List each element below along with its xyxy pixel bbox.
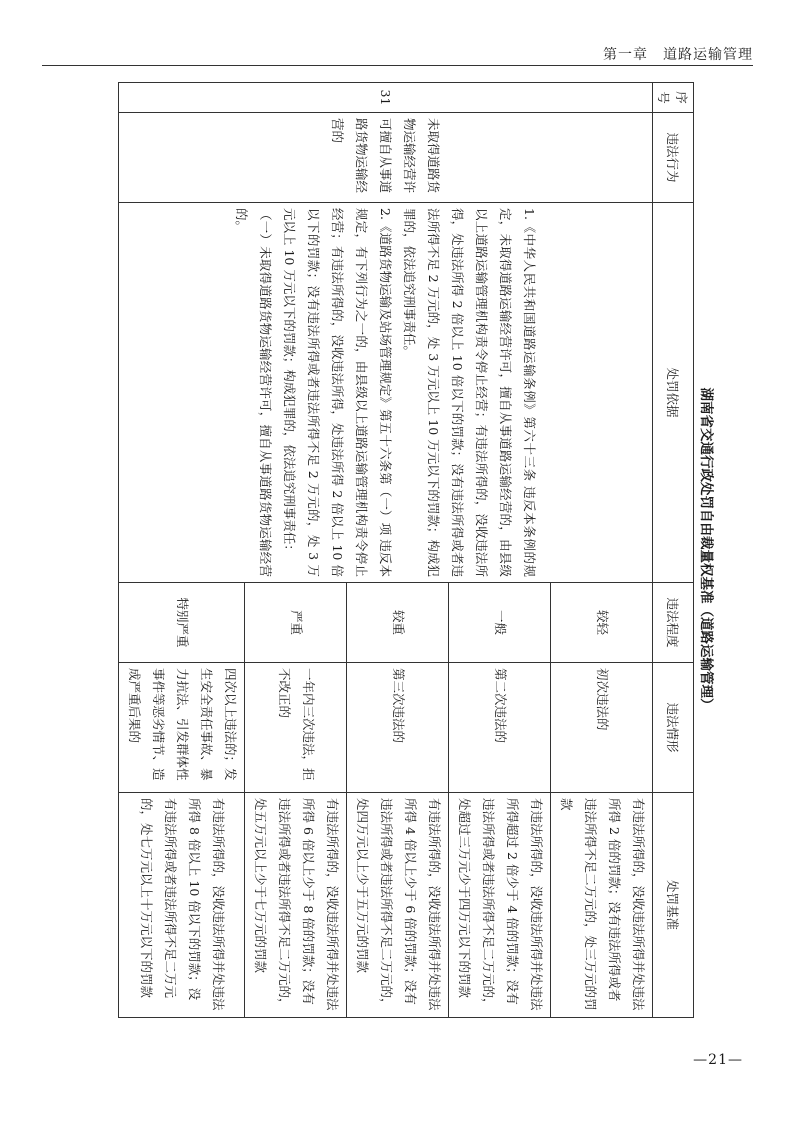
table-header-row (653, 83, 694, 1018)
col-header-situation: 违法情形 (653, 663, 694, 793)
situation-cell: 初次违法的 (551, 663, 653, 793)
situation-cell: 第二次违法的 (449, 663, 551, 793)
situation-cell: 一年内三次违法，拒不改正的 (245, 663, 347, 793)
basis-paragraph: （一）未取得道路货物运输经营许可，擅自从事道路货物运输经营的。 (234, 208, 274, 577)
benchmark-cell: 有违法所得的，没收违法所得并处违法所得 4 倍以上少于 6 倍的罚款；没有违法所得或者违法所得不足二万元的，处四万元以上少于五万元的罚款 (347, 793, 449, 1018)
penalty-basis (119, 203, 653, 583)
col-header-degree: 违法程度 (653, 583, 694, 663)
situation-cell: 第三次违法的 (347, 663, 449, 793)
degree-cell: 严重 (245, 583, 347, 663)
col-header-benchmark: 处罚基准 (653, 793, 694, 1018)
col-header-no: 序号 (653, 83, 694, 113)
benchmark-cell: 有违法所得的，没收违法所得并处违法所得超过 2 倍少于 4 倍的罚款；没有违法所得或者违法所得不足二万元的，处超过三万元少于四万元以下的罚款 (449, 793, 551, 1018)
row-number: 31 (119, 83, 653, 113)
page-header (42, 40, 753, 66)
penalty-benchmark-table (118, 82, 694, 1018)
degree-cell: 特别严重 (119, 583, 245, 663)
violation-behavior: 未取得道路货物运输经营许可擅自从事道路货物运输经营的 (119, 113, 653, 203)
basis-paragraph: 1.《中华人民共和国道路运输条例》第六十三条 违反本条例的规定，未取得道路运输经营许可，擅自从事道路运输经营的，由县级以上道路运输管理机构责令停止经营；有违法所得的，没收违法所得，处违法所得 2 倍以上 10 倍以下的罚款；没有违法所得或者违法所得不足 2 万元的，处 3 万元以上 10 万元以下的罚款；构成犯罪的，依法追究刑事责任。 (402, 208, 538, 577)
header-rule (42, 65, 753, 66)
chapter-title: 第一章 道路运输管理 (603, 47, 753, 63)
degree-cell: 一般 (449, 583, 551, 663)
degree-cell: 较轻 (551, 583, 653, 663)
col-header-behavior: 违法行为 (653, 113, 694, 203)
degree-cell: 较重 (347, 583, 449, 663)
table-row (551, 83, 653, 1018)
col-header-basis: 处罚依据 (653, 203, 694, 583)
page-number: —21— (693, 1052, 743, 1068)
situation-cell: 四次以上违法的；发生安全责任事故、暴力抗法、引发群体性事件等恶劣情节、造成严重后果的 (119, 663, 245, 793)
rotated-table-block (118, 82, 718, 1017)
benchmark-cell: 有违法所得的，没收违法所得并处违法所得 8 倍以上 10 倍以下的罚款；没有违法所得或者违法所得不足二万元的，处七万元以上十万元以下的罚款 (119, 793, 245, 1018)
benchmark-cell: 有违法所得的，没收违法所得并处违法所得 6 倍以上少于 8 倍的罚款；没有违法所得或者违法所得不足二万元的，处五万元以上少于七万元的罚款 (245, 793, 347, 1018)
benchmark-cell: 有违法所得的，没收违法所得并处违法所得 2 倍的罚款；没有违法所得或者违法所得不足二万元的，处三万元的罚款 (551, 793, 653, 1018)
table-caption: 湖南省交通行政处罚自由裁量权基准（道路运输管理） (698, 387, 714, 712)
basis-paragraph: 2.《道路货物运输及站场管理规定》第五十六条第（一）项 违反本规定，有下列行为之一的，由县级以上道路运输管理机构责令停止经营；有违法所得的，没收违法所得，处违法所得 2 倍以上 10 倍以下的罚款；没有违法所得或者违法所得不足 2 万元的，处 3 万元以上 10 万元以下的罚款；构成犯罪的，依法追究刑事责任： (282, 208, 394, 577)
